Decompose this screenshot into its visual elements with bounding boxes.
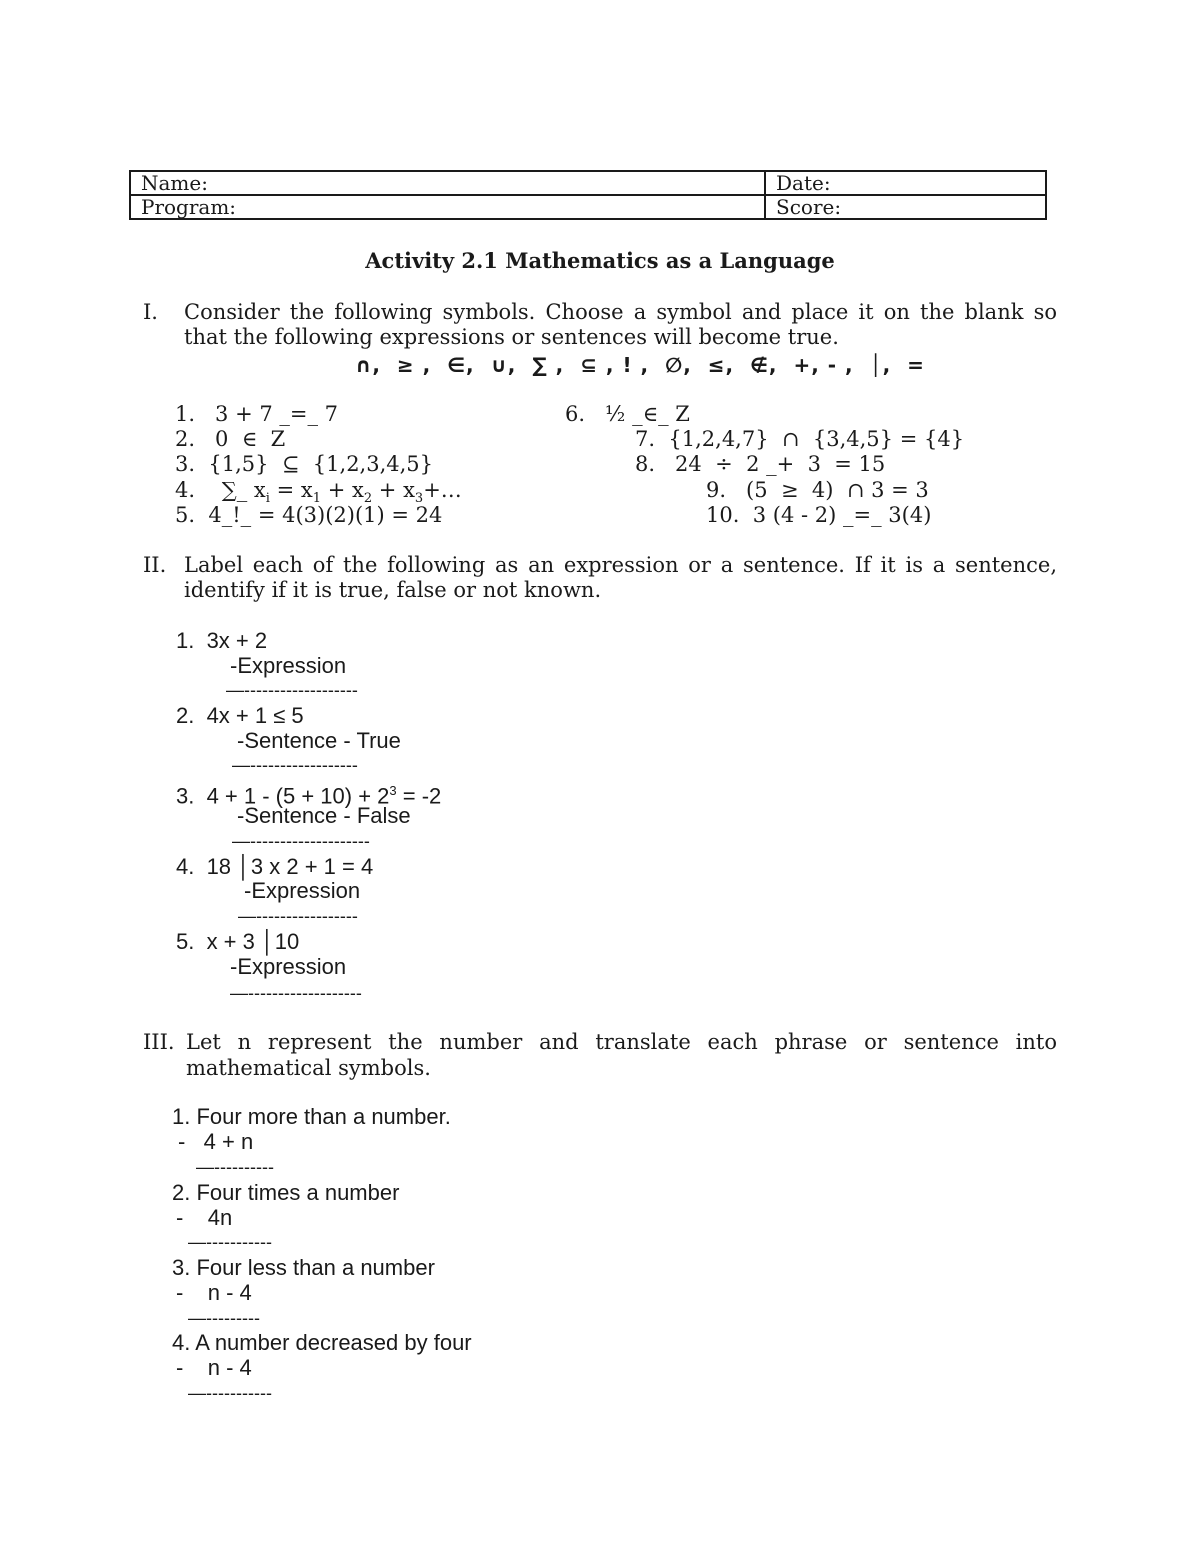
program-field[interactable] [130, 195, 765, 219]
item3-exponent: 3 [389, 783, 397, 798]
part2-answer-2[interactable]: -Sentence - True [237, 728, 401, 753]
part2-question-4: 4. 18 │3 x 2 + 1 = 4 [176, 854, 374, 879]
part3-answer-2[interactable]: - 4n [176, 1205, 233, 1230]
item4-sub-2: 2 [363, 491, 373, 507]
score-label: Score: [776, 195, 842, 219]
part2-answer-5[interactable]: -Expression [230, 954, 347, 979]
part3-instruction-line1: Let n represent the number and translate each phrase or sentence into [186, 1030, 1057, 1054]
part2-answer-line-3: —-------------------- [232, 831, 370, 851]
item4-sub-1: 1 [312, 491, 322, 507]
item4-plus3: + x [378, 478, 415, 502]
symbol-list: ∩, ≥ , ∈, ∪, ∑ , ⊆ , ! , ∅, ≤, ∉, +, - , │, = [355, 353, 925, 377]
part2-question-1: 1. 3x + 2 [176, 628, 268, 653]
part3-question-2: 2. Four times a number [172, 1180, 400, 1205]
date-label: Date: [776, 171, 831, 195]
name-field[interactable] [130, 171, 765, 195]
item4-end: +… [423, 478, 462, 502]
part2-answer-1[interactable]: -Expression [230, 653, 347, 678]
part3-answer-4[interactable]: - n - 4 [176, 1355, 252, 1380]
part3-answer-1[interactable]: - 4 + n [178, 1129, 254, 1154]
item3-base: 3. 4 + 1 - (5 + 10) + 2 [176, 783, 390, 809]
part1-numeral: I. [143, 300, 158, 324]
part1-item-5: 5. 4_!_ = 4(3)(2)(1) = 24 [175, 503, 443, 527]
part3-answer-line-1: —---------- [196, 1157, 274, 1177]
item4-plus2: + x [327, 478, 364, 502]
part3-question-4: 4. A number decreased by four [172, 1330, 472, 1355]
part1-item-2: 2. 0 ∈ Z [175, 427, 286, 451]
part2-answer-line-5: —------------------- [230, 983, 362, 1003]
student-info-table [129, 170, 1047, 220]
item4-sub-3: 3 [414, 491, 424, 507]
part1-item-9: 9. (5 ≥ 4) ∩ 3 = 3 [706, 478, 929, 502]
part1-item-10: 10. 3 (4 - 2) _=_ 3(4) [706, 503, 932, 527]
part2-numeral: II. [143, 553, 167, 577]
part3-question-1: 1. Four more than a number. [172, 1104, 451, 1129]
part1-item-6: 6. ½ _∈_ Z [565, 402, 690, 426]
part2-answer-line-1: —------------------- [226, 680, 358, 700]
part1-item-7: 7. {1,2,4,7} ∩ {3,4,5} = {4} [635, 427, 965, 451]
part1-instruction-line2: that the following expressions or sentences will become true. [184, 325, 839, 349]
item3-tail: = -2 [396, 783, 442, 809]
program-label: Program: [141, 195, 237, 219]
part2-instruction-line2: identify if it is true, false or not known. [184, 578, 602, 602]
part1-item-8: 8. 24 ÷ 2 _+ 3 = 15 [635, 452, 886, 476]
part3-answer-3[interactable]: - n - 4 [176, 1280, 252, 1305]
part1-instruction-line1: Consider the following symbols. Choose a symbol and place it on the blank so [184, 300, 1057, 324]
name-label: Name: [141, 171, 208, 195]
page-title: Activity 2.1 Mathematics as a Language [365, 248, 835, 273]
part2-question-5: 5. x + 3 │10 [176, 929, 300, 954]
date-field[interactable] [765, 171, 1046, 195]
part3-question-3: 3. Four less than a number [172, 1255, 435, 1280]
part2-answer-3[interactable]: -Sentence - False [237, 803, 411, 828]
part2-answer-line-2: —------------------ [232, 755, 358, 775]
part3-instruction-line2: mathematical symbols. [186, 1056, 431, 1080]
item4-eq: = x [276, 478, 313, 502]
part1-item-1: 1. 3 + 7 _=_ 7 [175, 402, 339, 426]
part2-instruction-line1: Label each of the following as an expression or a sentence. If it is a sentence, [184, 553, 1057, 577]
part3-answer-line-4: —----------- [188, 1383, 272, 1403]
part2-answer-4[interactable]: -Expression [244, 878, 361, 903]
part3-answer-line-3: —--------- [188, 1308, 260, 1328]
part2-answer-line-4: —----------------- [238, 906, 358, 926]
part1-item-3: 3. {1,5} ⊆ {1,2,3,4,5} [175, 452, 434, 476]
part3-answer-line-2: —----------- [188, 1232, 272, 1252]
part3-numeral: III. [143, 1030, 175, 1054]
item4-head: 4. ∑_ x [175, 478, 266, 502]
part2-question-2: 2. 4x + 1 ≤ 5 [176, 703, 304, 728]
item4-sub-i: i [265, 491, 270, 507]
score-field[interactable] [765, 195, 1046, 219]
